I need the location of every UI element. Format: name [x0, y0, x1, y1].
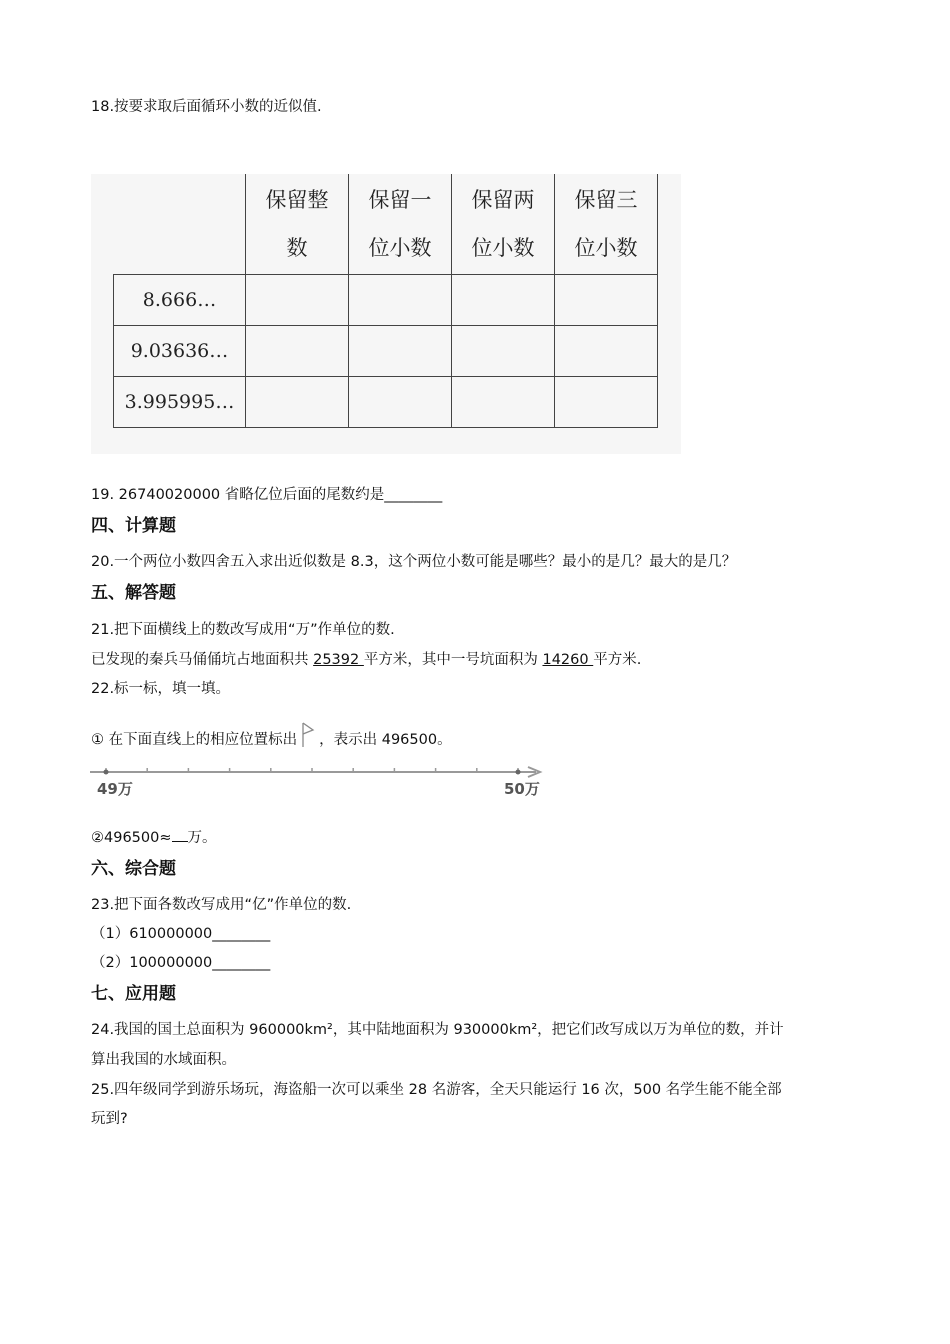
answer-cell[interactable]	[555, 326, 658, 377]
answer-blank[interactable]	[172, 827, 188, 842]
question-22-part1: ① 在下面直线上的相应位置标出 ，表示出 496500。	[91, 722, 452, 749]
answer-cell[interactable]	[555, 377, 658, 428]
question-18: 18.按要求取后面循环小数的近似值.	[91, 99, 322, 115]
answer-cell[interactable]	[349, 326, 452, 377]
number-line-start-label: 49万	[97, 780, 133, 798]
answer-cell[interactable]	[246, 377, 349, 428]
underlined-value-1: 25392	[313, 652, 364, 668]
approximation-table-figure	[91, 174, 681, 454]
answer-cell[interactable]	[452, 326, 555, 377]
approximation-table	[113, 174, 658, 428]
table-header-cell: 保留一 位小数	[349, 174, 452, 275]
table-row-label: 3.995995…	[114, 377, 246, 428]
answer-cell[interactable]	[555, 275, 658, 326]
question-25-line-1: 25.四年级同学到游乐场玩，海盗船一次可以乘坐 28 名游客，全天只能运行 16 次，500 名学生能不能全部	[91, 1082, 782, 1098]
underlined-value-2: 14260	[542, 652, 594, 668]
table-header-cell: 保留两 位小数	[452, 174, 555, 275]
number-line-end-label: 50万	[504, 780, 540, 798]
table-row	[114, 377, 658, 428]
question-21-sentence: 已发现的秦兵马俑俑坑占地面积共 25392 平方米，其中一号坑面积为 14260 平方米.	[91, 652, 642, 668]
question-22-prompt: 22.标一标，填一填。	[91, 681, 231, 697]
question-23-prompt: 23.把下面各数改写成用“亿”作单位的数.	[91, 897, 352, 913]
table-corner-cell	[114, 174, 246, 275]
section-heading-7: 七、应用题	[91, 984, 176, 1004]
question-21-prompt: 21.把下面横线上的数改写成用“万”作单位的数.	[91, 622, 395, 638]
table-row-label: 8.666…	[114, 275, 246, 326]
table-header-row	[114, 174, 658, 275]
answer-cell[interactable]	[246, 275, 349, 326]
section-heading-5: 五、解答题	[91, 583, 176, 603]
answer-cell[interactable]	[452, 275, 555, 326]
flag-icon	[301, 722, 315, 748]
question-23-item-1: （1）610000000________	[91, 926, 271, 942]
question-22-part2: ②496500≈ 万。	[91, 826, 217, 847]
table-row	[114, 275, 658, 326]
answer-cell[interactable]	[349, 377, 452, 428]
question-19: 19. 26740020000 省略亿位后面的尾数约是________	[91, 487, 443, 503]
answer-cell[interactable]	[349, 275, 452, 326]
question-25-line-2: 玩到?	[91, 1111, 128, 1127]
question-24-line-1: 24.我国的国土总面积为 960000km²，其中陆地面积为 930000km²，把它们改写成以万为单位的数，并计	[91, 1022, 784, 1038]
question-24-line-2: 算出我国的水域面积。	[91, 1052, 236, 1068]
table-header-cell: 保留三 位小数	[555, 174, 658, 275]
section-heading-6: 六、综合题	[91, 859, 176, 879]
number-line[interactable]	[88, 762, 548, 802]
answer-cell[interactable]	[452, 377, 555, 428]
answer-cell[interactable]	[246, 326, 349, 377]
number-line-axis	[88, 762, 548, 782]
question-23-item-2: （2）100000000________	[91, 955, 271, 971]
table-row	[114, 326, 658, 377]
question-20: 20.一个两位小数四舍五入求出近似数是 8.3，这个两位小数可能是哪些？最小的是几？最大的是几？	[91, 554, 737, 570]
table-header-cell: 保留整 数	[246, 174, 349, 275]
table-row-label: 9.03636…	[114, 326, 246, 377]
section-heading-4: 四、计算题	[91, 516, 176, 536]
